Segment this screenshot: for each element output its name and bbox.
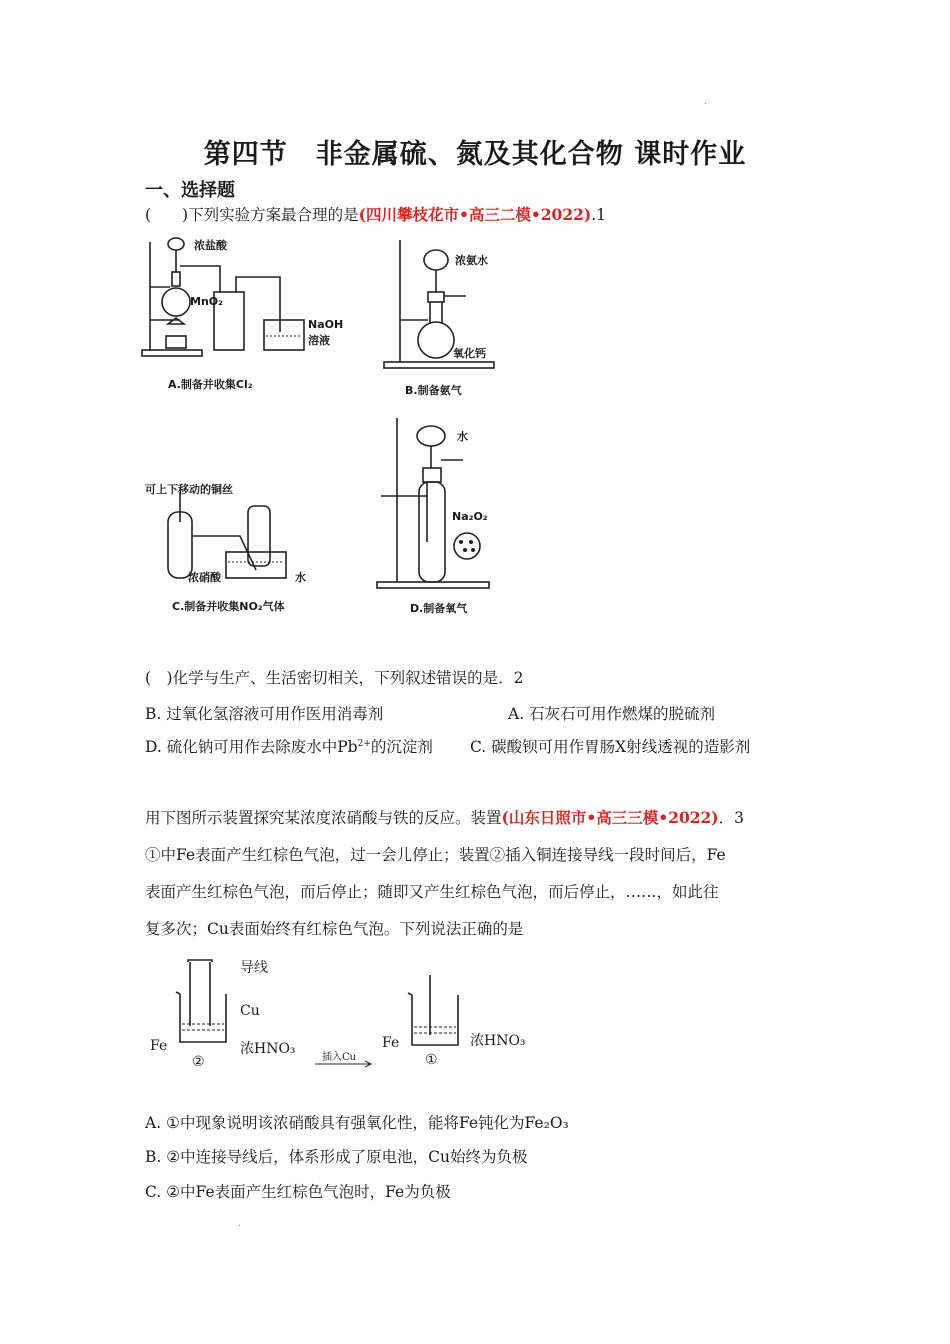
q3-option-c: C. ②中Fe表面产生红棕色气泡时，Fe为负极 bbox=[145, 1183, 451, 1201]
q3-beaker-2 bbox=[178, 962, 238, 1052]
q3-label-fe-right: Fe bbox=[382, 1035, 400, 1051]
fig-c-label-copper-wire: 可上下移动的铜丝 bbox=[145, 483, 233, 496]
q3-arrow bbox=[315, 1060, 375, 1070]
q1-number: .1 bbox=[591, 206, 607, 224]
q3-label-wire: 导线 bbox=[240, 960, 268, 976]
q3-label-cu: Cu bbox=[240, 1003, 260, 1019]
footer-mark: . bbox=[238, 1218, 242, 1229]
q1-source: (四川攀枝花市•高三二模•2022) bbox=[358, 205, 592, 224]
q3-number: ．3 bbox=[718, 809, 745, 827]
q2-option-a: A. 石灰石可用作燃煤的脱硫剂 bbox=[508, 705, 716, 723]
question-3-stem bbox=[145, 806, 744, 828]
q2-d-superscript: 2+ bbox=[357, 738, 371, 749]
section-heading: 一、选择题 bbox=[145, 180, 235, 201]
fig-d-label-water: 水 bbox=[457, 430, 468, 443]
q3-source: (山东日照市•高三三模•2022) bbox=[501, 808, 719, 827]
q3-label-device-1: ① bbox=[425, 1052, 438, 1068]
fig-b-caption: B.制备氨气 bbox=[405, 384, 462, 397]
question-1-stem bbox=[145, 203, 606, 225]
q3-label-hno3-right: 浓HNO₃ bbox=[470, 1033, 526, 1049]
q2-option-d bbox=[145, 735, 433, 757]
fig-a-caption: A.制备并收集Cl₂ bbox=[168, 378, 253, 391]
fig-a-label-hcl: 浓盐酸 bbox=[194, 239, 227, 252]
fig-c-label-nitric: 浓硝酸 bbox=[188, 571, 221, 584]
q2-d-prefix: D. 硫化钠可用作去除废水中Pb bbox=[145, 738, 358, 756]
q2-d-suffix: 的沉淀剂 bbox=[370, 738, 433, 756]
q3-line-3: 复多次；Cu表面始终有红棕色气泡。下列说法正确的是 bbox=[145, 920, 524, 938]
fig-c-label-water: 水 bbox=[295, 571, 306, 584]
q3-prefix: 用下图所示装置探究某浓度浓硝酸与铁的反应。装置 bbox=[145, 809, 502, 827]
fig-b-label-cao: 氧化钙 bbox=[453, 347, 486, 360]
q3-line-2: 表面产生红棕色气泡，而后停止；随即又产生红棕色气泡，而后停止，……，如此往 bbox=[145, 883, 719, 901]
fig-a-label-solution: 溶液 bbox=[308, 334, 330, 347]
figure-d-apparatus bbox=[375, 418, 495, 593]
q1-prefix: ( )下列实验方案最合理的是 bbox=[145, 206, 359, 224]
question-2-stem: ( )化学与生产、生活密切相关，下列叙述错误的是．2 bbox=[145, 669, 524, 687]
q3-beaker-1 bbox=[408, 975, 468, 1055]
q3-option-b: B. ②中连接导线后，体系形成了原电池，Cu始终为负极 bbox=[145, 1148, 528, 1166]
q3-line-1: ①中Fe表面产生红棕色气泡，过一会儿停止；装置②插入铜连接导线一段时间后，Fe bbox=[145, 846, 726, 864]
fig-d-label-na2o2: Na₂O₂ bbox=[452, 510, 488, 523]
q2-option-c: C. 碳酸钡可用作胃肠X射线透视的造影剂 bbox=[470, 738, 751, 756]
fig-b-label-ammonia: 浓氨水 bbox=[455, 254, 488, 267]
fig-d-caption: D.制备氧气 bbox=[410, 602, 468, 615]
q3-label-hno3-left: 浓HNO₃ bbox=[240, 1041, 296, 1057]
q3-arrow-label: 插入Cu bbox=[322, 1052, 357, 1063]
q3-option-a: A. ①中现象说明该浓硝酸具有强氧化性，能将Fe钝化为Fe₂O₃ bbox=[145, 1114, 569, 1132]
fig-a-label-mno2: MnO₂ bbox=[190, 295, 223, 308]
figure-c-apparatus bbox=[160, 492, 310, 587]
q3-label-fe-left: Fe bbox=[150, 1038, 168, 1054]
q2-option-b: B. 过氧化氢溶液可用作医用消毒剂 bbox=[145, 705, 384, 723]
fig-c-caption: C.制备并收集NO₂气体 bbox=[172, 600, 285, 613]
page-title: 第四节 非金属硫、氮及其化合物 课时作业 bbox=[203, 139, 747, 170]
q3-label-device-2: ② bbox=[192, 1054, 205, 1070]
corner-mark: . bbox=[704, 96, 708, 107]
fig-a-label-naoh: NaOH bbox=[308, 318, 344, 331]
